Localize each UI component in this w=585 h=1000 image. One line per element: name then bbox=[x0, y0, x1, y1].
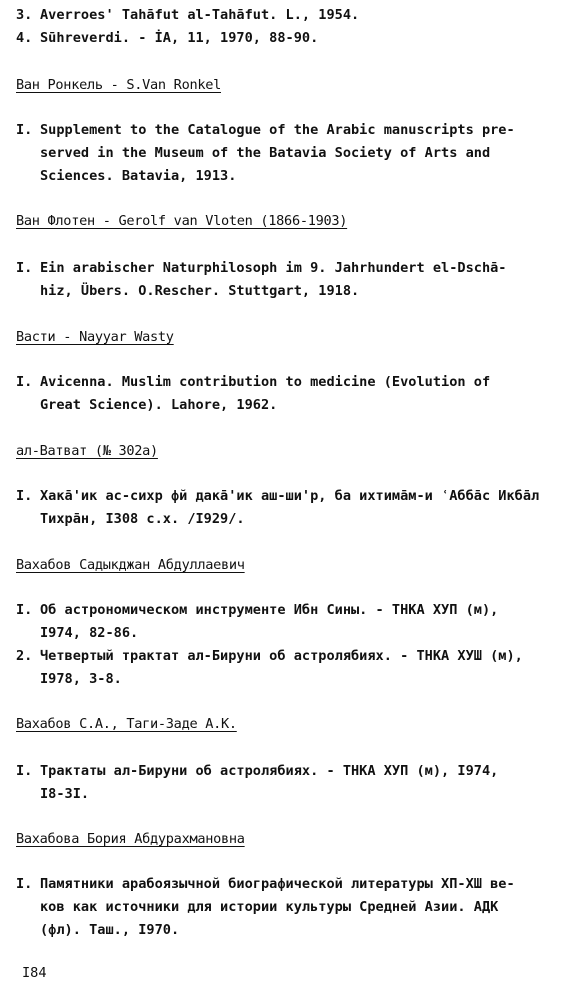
list-item bbox=[16, 257, 578, 303]
author-heading: Вахабов С.А., Таги-Заде А.К. bbox=[16, 716, 237, 732]
author-heading: Вахабов Садыкджан Абдуллаевич bbox=[16, 557, 245, 573]
entry-text: Ein arabischer Naturphilosoph im 9. Jahrhundert el-Dschā- hiz, Übers. O.Rescher. Stuttgart, 1918. bbox=[40, 260, 507, 299]
entry-number: I. bbox=[16, 876, 33, 892]
entry-text: Supplement to the Catalogue of the Arabic manuscripts pre- served in the Museum of the Batavia Society of Arts and Sciences. Batavia, 1913. bbox=[40, 122, 515, 184]
list-item bbox=[16, 485, 578, 531]
entry-list bbox=[16, 760, 578, 806]
entry-list bbox=[16, 485, 578, 531]
entry-number: 4. bbox=[16, 30, 33, 46]
list-item bbox=[16, 873, 578, 942]
entry-text: Четвертый трактат ал-Бируни об астролябиях. - ТНКА ХУШ (м), I978, 3-8. bbox=[40, 648, 523, 687]
entry-number: I. bbox=[16, 122, 33, 138]
entry-text: Avicenna. Muslim contribution to medicine (Evolution of Great Science). Lahore, 1962. bbox=[40, 374, 491, 413]
list-item bbox=[16, 119, 578, 188]
entry-number: 2. bbox=[16, 648, 33, 664]
entry-list bbox=[16, 371, 578, 417]
page-number: I84 bbox=[22, 965, 47, 981]
entry-list bbox=[16, 119, 578, 188]
list-item bbox=[16, 371, 578, 417]
entry-number: I. bbox=[16, 763, 33, 779]
entry-list bbox=[16, 873, 578, 942]
entry-list bbox=[16, 257, 578, 303]
entry-text: Памятники арабоязычной биографической литературы ХП-ХШ ве- ков как источники для истории культуры Средней Азии. АДК (фл). Таш., I970. bbox=[40, 876, 515, 938]
entry-number: I. bbox=[16, 260, 33, 276]
list-item bbox=[16, 27, 578, 50]
list-item bbox=[16, 599, 578, 645]
entry-number: I. bbox=[16, 602, 33, 618]
entry-number: 3. bbox=[16, 7, 33, 23]
entry-text: Об астрономическом инструменте Ибн Сины. - ТНКА ХУП (м), I974, 82-86. bbox=[40, 602, 499, 641]
entry-list bbox=[16, 599, 578, 691]
list-item bbox=[16, 4, 578, 27]
author-heading: Ван Ронкель - S.Van Ronkel bbox=[16, 77, 221, 93]
list-item bbox=[16, 645, 578, 691]
author-heading: Васти - Nayyar Wasty bbox=[16, 329, 174, 345]
entry-text: Хакā'ик ас-сихр фй дакā'ик аш-ши'р, ба ихтимāм-и ʿАббāс Икбāл Тихрāн, I308 с.х. /I929/. bbox=[40, 488, 540, 527]
entry-text: Averroes' Tahāfut al-Tahāfut. L., 1954. bbox=[40, 7, 360, 23]
list-item bbox=[16, 760, 578, 806]
entry-number: I. bbox=[16, 374, 33, 390]
author-heading: Ван Флотен - Gerolf van Vloten (1866-1903) bbox=[16, 213, 348, 229]
author-heading: ал-Ватват (№ 302а) bbox=[16, 443, 158, 459]
author-heading: Вахабова Бория Абдурахмановна bbox=[16, 831, 245, 847]
entry-list-continued bbox=[16, 4, 578, 50]
entry-number: I. bbox=[16, 488, 33, 504]
entry-text: Sūhreverdi. - İA, 11, 1970, 88-90. bbox=[40, 30, 319, 46]
entry-text: Трактаты ал-Бируни об астролябиях. - ТНКА ХУП (м), I974, I8-3I. bbox=[40, 763, 499, 802]
